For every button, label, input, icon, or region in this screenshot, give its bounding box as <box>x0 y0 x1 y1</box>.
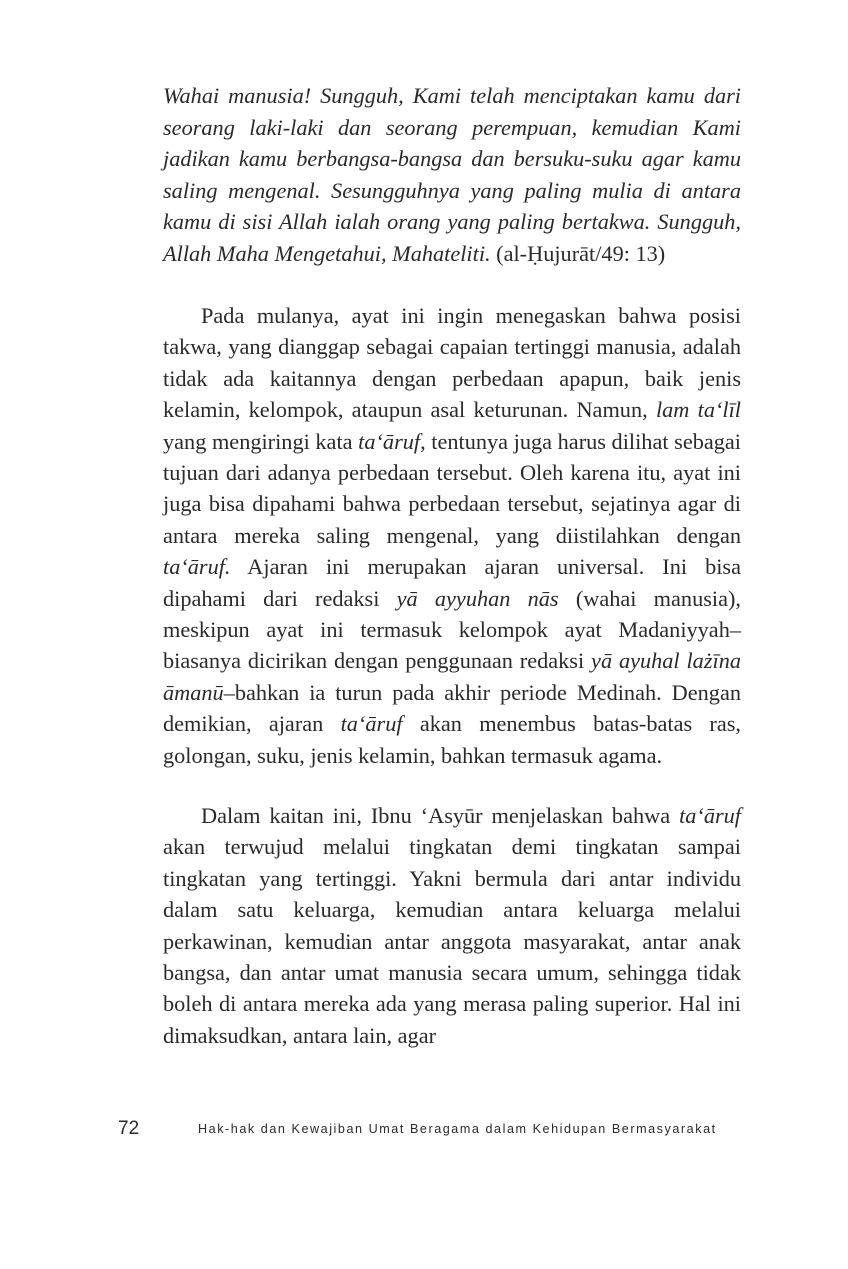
paragraph-text: yang mengiringi kata <box>163 428 359 454</box>
italic-term: lam ta‘līl <box>655 397 742 423</box>
italic-term: ta‘āruf <box>340 711 403 737</box>
body-paragraph-2 <box>163 800 741 1051</box>
italic-term: yā ayuhal lażīna āmanū <box>163 648 741 705</box>
page-number: 72 <box>118 1118 140 1139</box>
paragraph-text: akan terwujud melalui tingkatan demi tingkatan sampai tingkatan yang tertinggi. Yakni bermula dari antar individu dalam satu keluarga, kemudian antara keluarga melalui perkawinan, kemudian antar anggota masyarakat, antar anak bangsa, dan antar umat manusia secara umum, sehingga tidak boleh di antara mereka ada yang merasa paling superior. Hal ini dimaksudkan, antara lain, agar <box>163 834 741 1048</box>
paragraph-text: (wahai manusia), meskipun ayat ini termasuk kelompok ayat Madaniyyah–biasanya dicirikan dengan penggunaan redaksi <box>163 585 741 674</box>
quote-reference: (al-Ḥujurāt/49: 13) <box>490 240 666 266</box>
paragraph-text: –bahkan ia turun pada akhir periode Medinah. Dengan demikian, ajaran <box>163 679 741 737</box>
paragraph-text: Ajaran ini merupakan ajaran universal. Ini bisa dipahami dari redaksi <box>163 554 741 611</box>
running-footer-title: Hak-hak dan Kewajiban Umat Beragama dalam Kehidupan Bermasyarakat <box>198 1122 717 1136</box>
paragraph-text: , tentunya juga harus dilihat sebagai tujuan dari adanya perbedaan tersebut. Oleh karena itu, ayat ini juga bisa dipahami bahwa perbedaan tersebut, sejatinya agar di antara mereka saling mengenal, yang diistilahkan dengan <box>163 428 741 548</box>
quote-text: Wahai manusia! Sungguh, Kami telah menciptakan kamu dari seorang laki-laki dan seorang perempuan, kemudian Kami jadikan kamu berbangsa-bangsa dan bersuku-suku agar kamu saling mengenal. Sesungguhnya yang paling mulia di antara kamu di sisi Allah ialah orang yang paling bertakwa. Sungguh, Allah Maha Mengetahui, Mahateliti. <box>163 83 741 266</box>
italic-term: ta‘āruf. <box>163 554 231 580</box>
italic-term: ta‘āruf <box>358 428 421 454</box>
quran-translation-quote <box>163 80 741 269</box>
paragraph-text: Dalam kaitan ini, Ibnu ‘Asyūr menjelaskan bahwa <box>201 803 680 828</box>
italic-term: ta‘āruf <box>679 803 741 828</box>
paragraph-text: Pada mulanya, ayat ini ingin menegaskan bahwa posisi takwa, yang dianggap sebagai capaian tertinggi manusia, adalah tidak ada kaitannya dengan perbedaan apapun, baik jenis kelamin, kelompok, ataupun asal keturunan. Namun, <box>163 303 741 423</box>
paragraph-text: akan menembus batas-batas ras, golongan, suku, jenis kelamin, bahkan termasuk agama. <box>163 711 741 768</box>
italic-term: yā ayyuhan nās <box>396 585 559 611</box>
body-paragraph-1 <box>163 300 741 771</box>
